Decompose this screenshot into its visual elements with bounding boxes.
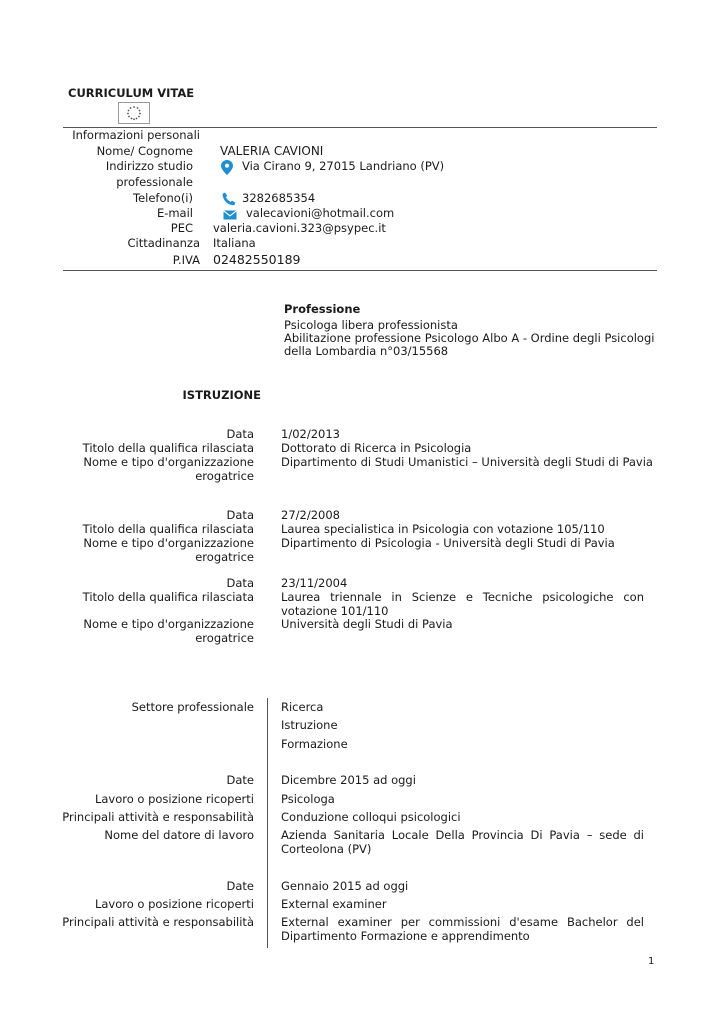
address-label-1: Indirizzo studio — [105, 159, 193, 173]
job-1-activities: Conduzione colloqui psicologici — [281, 810, 461, 824]
citizenship-label: Cittadinanza — [127, 236, 200, 250]
edu-2-date-label: Data — [226, 508, 254, 522]
edu-3-org: Università degli Studi di Pavia — [281, 617, 453, 631]
edu-3-title: Laurea triennale in Scienze e Tecniche psicologiche con votazione 101/110 — [281, 590, 644, 618]
edu-2-date: 27/2/2008 — [281, 508, 340, 522]
education-heading: ISTRUZIONE — [182, 388, 261, 402]
vat-value: 02482550189 — [213, 252, 301, 267]
edu-3-date: 23/11/2004 — [281, 576, 348, 590]
edu-3-date-label: Data — [226, 576, 254, 590]
phone-value: 3282685354 — [242, 191, 316, 205]
name-label: Nome/ Cognome — [96, 144, 193, 158]
edu-2-org: Dipartimento di Psicologia - Università degli Studi di Pavia — [281, 536, 615, 550]
edu-1-org-label-2: erogatrice — [195, 469, 254, 483]
job-2-activities-label: Principali attività e responsabilità — [62, 915, 254, 929]
profession-line-2: Abilitazione professione Psicologo Albo A - Ordine degli Psicologi — [284, 331, 655, 345]
pec-value[interactable]: valeria.cavioni.323@psypec.it — [213, 221, 386, 235]
work-column-divider — [267, 698, 268, 948]
citizenship-value: Italiana — [213, 236, 256, 250]
edu-2-title-label: Titolo della qualifica rilasciata — [82, 522, 254, 536]
job-2-date: Gennaio 2015 ad oggi — [281, 879, 409, 893]
sector-item: Formazione — [281, 737, 348, 751]
edu-2-title: Laurea specialistica in Psicologia con votazione 105/110 — [281, 522, 605, 536]
edu-3-org-label-1: Nome e tipo d'organizzazione — [83, 617, 254, 631]
address-label-2: professionale — [116, 175, 193, 189]
sector-item: Istruzione — [281, 718, 338, 732]
edu-1-org-label-1: Nome e tipo d'organizzazione — [83, 455, 254, 469]
job-2-activities: External examiner per commissioni d'esame Bachelor del Dipartimento Formazione e apprendimento — [281, 915, 644, 943]
phone-icon — [222, 192, 236, 209]
edu-2-org-label-1: Nome e tipo d'organizzazione — [83, 536, 254, 550]
edu-1-date-label: Data — [226, 427, 254, 441]
job-1-date: Dicembre 2015 ad oggi — [281, 773, 416, 787]
sector-item: Ricerca — [281, 700, 324, 714]
email-label: E-mail — [156, 206, 193, 220]
job-1-activities-label: Principali attività e responsabilità — [62, 810, 254, 824]
personal-divider — [63, 270, 657, 271]
job-1-employer: Azienda Sanitaria Locale Della Provincia Di Pavia – sede di Corteolona (PV) — [281, 828, 644, 856]
vat-label: P.IVA — [172, 253, 200, 267]
edu-2-org-label-2: erogatrice — [195, 550, 254, 564]
job-2-position-label: Lavoro o posizione ricoperti — [94, 897, 254, 911]
email-value[interactable]: valecavioni@hotmail.com — [246, 206, 395, 220]
phone-label: Telefono(i) — [133, 191, 193, 205]
profession-heading: Professione — [284, 302, 361, 316]
job-1-position-label: Lavoro o posizione ricoperti — [94, 792, 254, 806]
job-1-position: Psicologa — [281, 792, 335, 806]
profession-line-3: della Lombardia n°03/15568 — [284, 344, 449, 358]
job-1-date-label: Date — [226, 773, 254, 787]
profession-line-1: Psicologa libera professionista — [284, 318, 458, 332]
edu-3-title-label: Titolo della qualifica rilasciata — [82, 590, 254, 604]
job-1-employer-label: Nome del datore di lavoro — [104, 828, 254, 842]
personal-section-label: Informazioni personali — [72, 128, 200, 142]
edu-1-title-label: Titolo della qualifica rilasciata — [82, 441, 254, 455]
address-value: Via Cirano 9, 27015 Landriano (PV) — [242, 159, 445, 173]
name-value: VALERIA CAVIONI — [220, 144, 324, 158]
edu-3-org-label-2: erogatrice — [195, 631, 254, 645]
job-2-date-label: Date — [226, 879, 254, 893]
page-number: 1 — [648, 956, 655, 967]
edu-1-org: Dipartimento di Studi Umanistici – Università degli Studi di Pavia — [281, 455, 653, 469]
edu-1-title: Dottorato di Ricerca in Psicologia — [281, 441, 472, 455]
eu-flag-icon — [118, 102, 150, 124]
pec-label: PEC — [170, 221, 193, 235]
cv-title: CURRICULUM VITAE — [68, 86, 195, 100]
sector-label: Settore professionale — [131, 700, 254, 714]
edu-1-date: 1/02/2013 — [281, 427, 340, 441]
location-pin-icon — [221, 160, 233, 178]
job-2-position: External examiner — [281, 897, 387, 911]
